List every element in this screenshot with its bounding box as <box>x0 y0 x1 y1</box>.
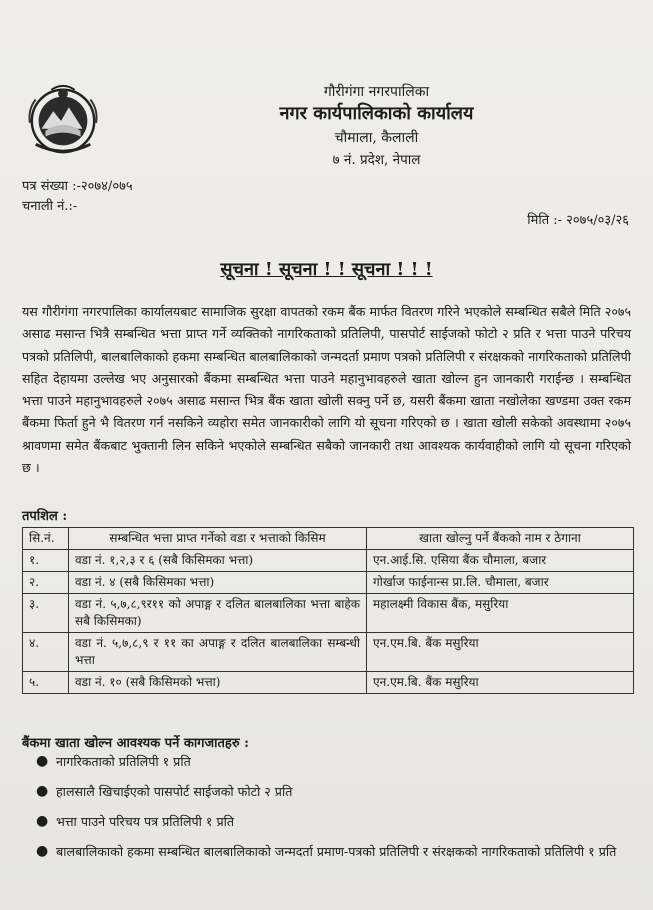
column-header-ward: सम्बन्धित भत्ता प्राप्त गर्नेको वडा र भत्ताको किसिम <box>69 528 367 550</box>
row-sn: ४. <box>23 633 69 672</box>
table-row <box>23 594 634 633</box>
row-sn: ३. <box>23 594 69 633</box>
list-item <box>36 842 634 861</box>
notice-title: सूचना ! सूचना ! ! सूचना ! ! ! <box>220 259 433 280</box>
row-ward: वडा नं. ५,७,८,९ र ११ का अपाङ्ग र दलित बालबालिका सम्बन्धी भत्ता <box>69 633 367 672</box>
documents-heading: बैंकमा खाता खोल्न आवश्यक पर्ने कागजातहरु : <box>22 736 249 751</box>
notice-body: यस गौरीगंगा नगरपालिका कार्यालयबाट सामाजिक सुरक्षा वापतको रकम बैंक मार्फत वितरण गरिने भएकोले सम्बन्धित सबैले मिति २०७५ असाढ मसान्त भित्रै सम्बन्धित भत्ता प्राप्त गर्ने व्यक्तिको नागरिकताको प्रतिलिपी, पासपोर्ट साईजको फोटो २ प्रति र भत्ता पाउने परिचय पत्रको प्रतिलिपी, बालबालिकाको हकमा सम्बन्धित बालबालिकाको जन्मदर्ता प्रमाण पत्रको प्रतिलिपी र संरक्षकको नागरिकताको प्रतिलिपी सहित देहायमा उल्लेख भए अनुसारको बैंकमा सम्बन्धित भत्ता पाउने महानुभावहरुले खाता खोल्न हुन जानकारी गराईन्छ । सम्बन्धित भत्ता पाउने महानुभावहरुले २०७५ असाढ मसान्त भित्र बैंक खाता खोली सक्नु पर्ने छ, यसरी बैंकमा खाता नखोलेका खण्डमा उक्त रकम बैंकमा फिर्ता हुने भै वितरण गर्न नसकिने व्यहोरा समेत जानकारीको लागि यो सूचना गरिएको छ । खाता खोली सकेको अवस्थामा २०७५ श्रावणमा समेत बैंकबाट भुक्तानी लिन सकिने भएकोले सम्बन्धित सबैको जानकारी तथा आवश्यक कार्यवाहीको लागि यो सूचना गरिएको छ । <box>22 304 631 476</box>
row-ward: वडा नं. १० (सबै किसिमको भत्ता) <box>69 672 367 694</box>
document-item-text: भत्ता पाउने परिचय पत्र प्रतिलिपी १ प्रति <box>56 814 235 829</box>
row-sn: १. <box>23 550 69 572</box>
column-header-sn: सि.नं. <box>23 528 69 550</box>
row-bank: महालक्ष्मी विकास बैंक, मसुरिया <box>367 594 634 633</box>
bullet-icon: ● <box>36 813 49 829</box>
table-row <box>23 550 634 572</box>
row-bank: एन.आई.सि. एसिया बैंक चौमाला, बजार <box>367 550 634 572</box>
list-item <box>36 812 634 831</box>
schedule-heading: तपशिल : <box>22 509 68 524</box>
row-sn: २. <box>23 572 69 594</box>
reference-number: पत्र संख्या :-२०७४/०७५ <box>22 179 133 194</box>
row-ward: वडा नं. १,२,३ र ६ (सबै किसिमका भत्ता) <box>69 550 367 572</box>
list-item <box>36 752 634 771</box>
row-sn: ५. <box>23 672 69 694</box>
row-bank: गोर्खाज फाईनान्स प्रा.लि. चौमाला, बजार <box>367 572 634 594</box>
bullet-icon: ● <box>36 783 49 799</box>
office-province: ७ नं. प्रदेश, नेपाल <box>332 152 421 168</box>
schedule-table <box>22 527 634 694</box>
row-ward: वडा नं. ५,७,८,९र११ को अपाङ्ग र दलित बालबालिका भत्ता बाहेक सबै किसिमका) <box>69 594 367 633</box>
table-row <box>23 572 634 594</box>
list-item <box>36 782 634 801</box>
letter-date: मिति :- २०७५/०३/२६ <box>527 213 629 228</box>
row-bank: एन.एम.बि. बैंक मसुरिया <box>367 633 634 672</box>
office-address: चौमाला, कैलाली <box>334 130 419 146</box>
row-ward: वडा नं. ४ (सबै किसिमका भत्ता) <box>69 572 367 594</box>
municipality-name: गौरीगंगा नगरपालिका <box>323 84 430 100</box>
bullet-icon: ● <box>36 843 49 859</box>
office-name: नगर कार्यपालिकाको कार्यालय <box>279 103 474 124</box>
document-item-text: हालसालै खिचाईएको पासपोर्ट साईजको फोटो २ प्रति <box>56 784 293 799</box>
table-header-row <box>23 528 634 550</box>
documents-list <box>36 752 634 872</box>
table-row <box>23 672 634 694</box>
row-bank: एन.एम.बि. बैंक मसुरिया <box>367 672 634 694</box>
table-row <box>23 633 634 672</box>
document-item-text: नागरिकताको प्रतिलिपी १ प्रति <box>56 754 191 769</box>
dispatch-number: चनाली नं.:- <box>22 199 78 214</box>
document-item-text: बालबालिकाको हकमा सम्बन्धित बालबालिकाको जन्मदर्ता प्रमाण-पत्रको प्रतिलिपी र संरक्षकको नागरिकताको प्रतिलिपी १ प्रति <box>56 844 617 859</box>
bullet-icon: ● <box>36 753 49 769</box>
column-header-bank: खाता खोल्नु पर्ने बैंकको नाम र ठेगाना <box>367 528 634 550</box>
